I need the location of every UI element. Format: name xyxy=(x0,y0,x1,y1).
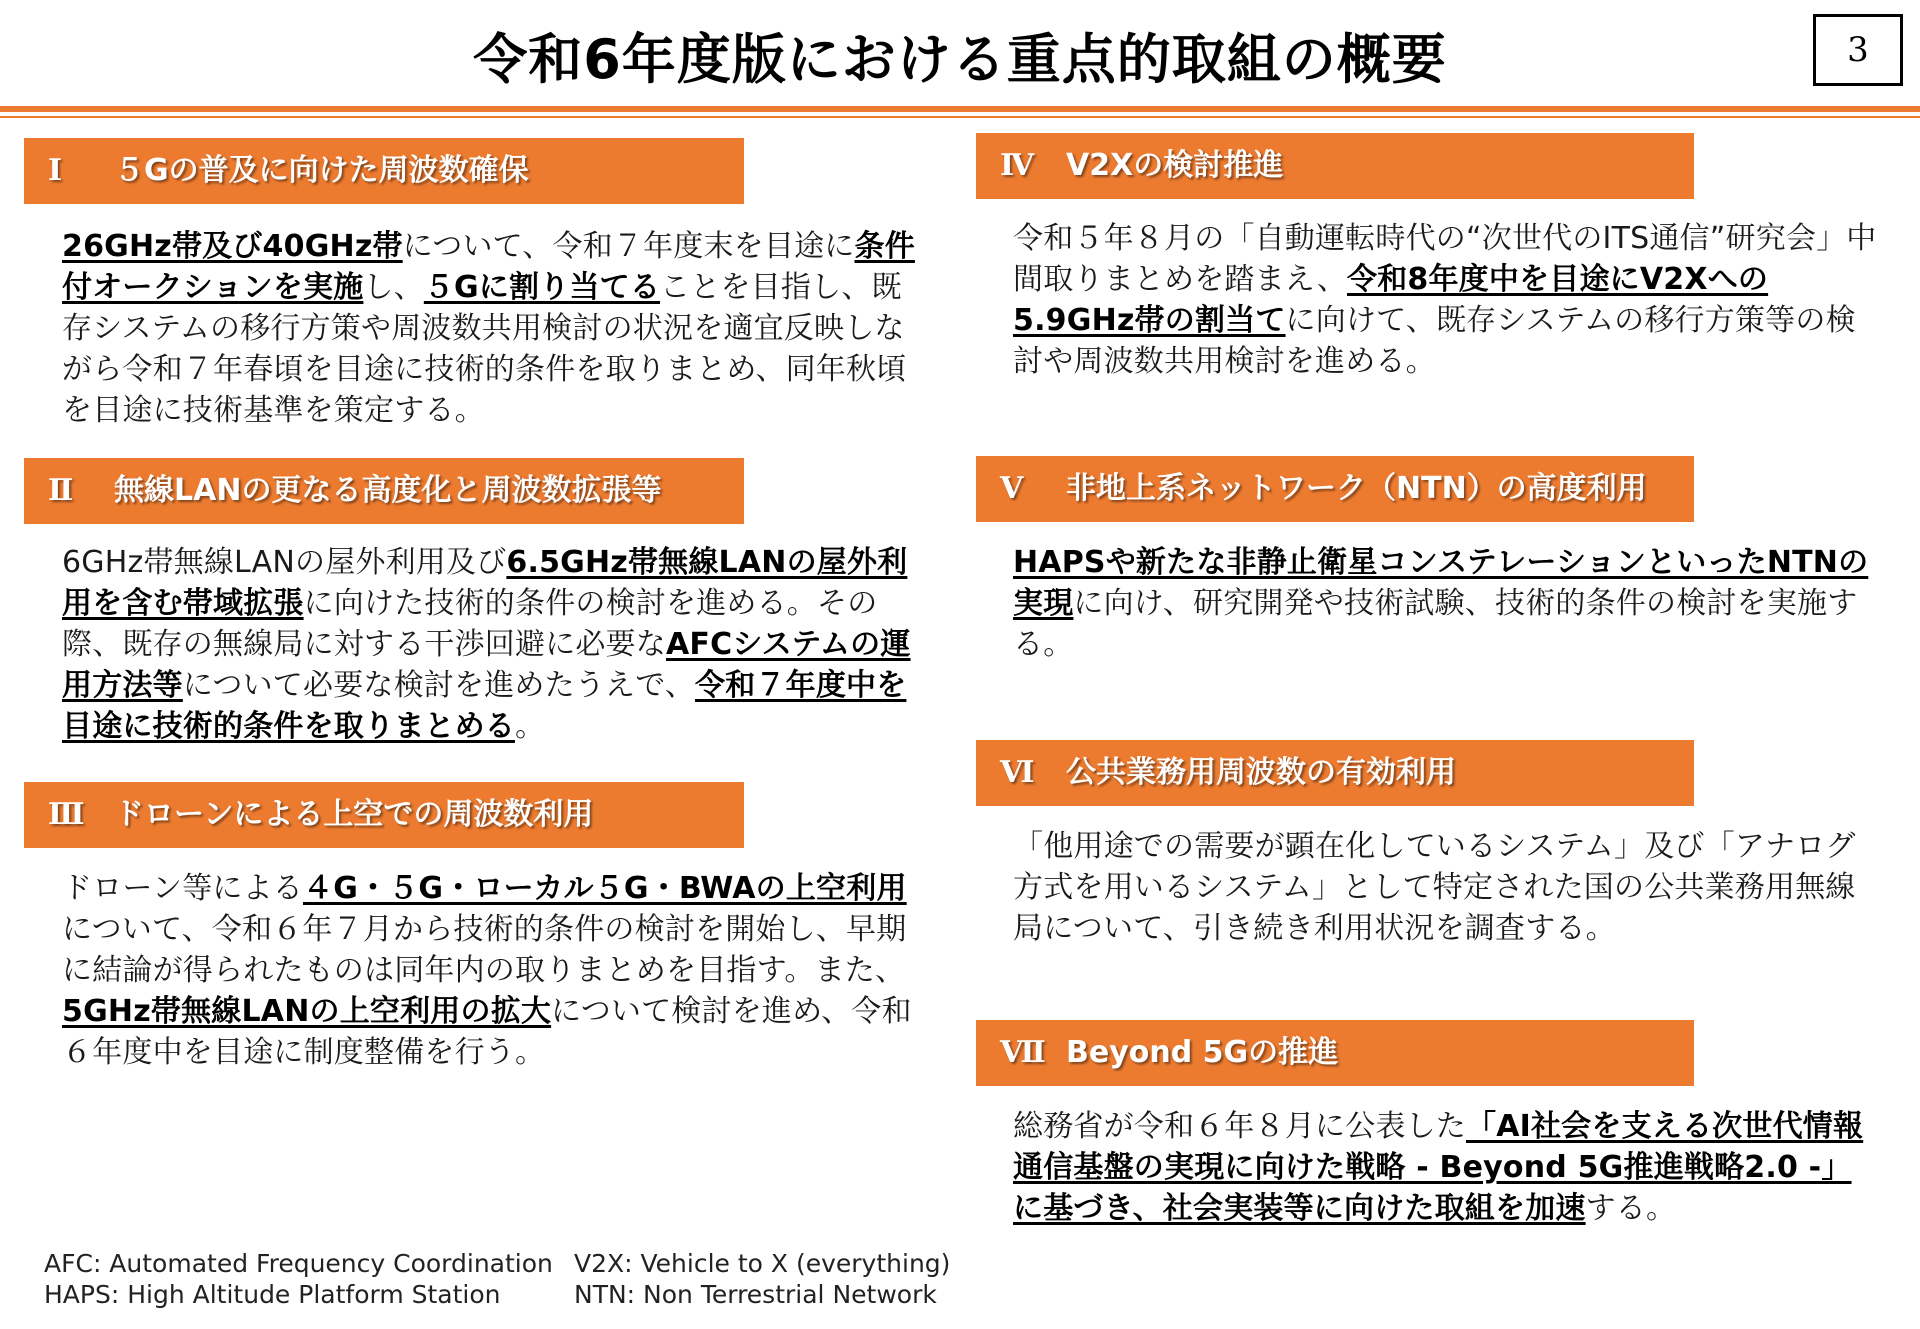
body-text: 総務省が令和６年８月に公表した xyxy=(1013,1109,1466,1144)
section-5-number: Ⅴ xyxy=(1000,471,1024,506)
section-7-header xyxy=(976,1020,1694,1086)
body-text: する。 xyxy=(1585,1191,1677,1226)
footnote-haps: HAPS: High Altitude Platform Station xyxy=(44,1280,501,1309)
title-divider xyxy=(0,106,1920,112)
body-text: について検討を進め、令和６年度中を目途に制度整備を行う。 xyxy=(62,994,912,1070)
section-3-body xyxy=(62,868,928,1073)
emphasis-text: ５Gに割り当てる xyxy=(423,270,661,305)
body-text: に向けた技術的条件の検討を進める。その際、既存の無線局に対する干渉回避に必要な xyxy=(62,586,878,662)
footnote-ntn: NTN: Non Terrestrial Network xyxy=(574,1280,937,1309)
emphasis-text: 令和７年度中を目途に技術的条件を取りまとめる xyxy=(62,668,907,744)
section-1-title: ５Gの普及に向けた周波数確保 xyxy=(114,153,529,188)
section-3-header xyxy=(24,782,744,848)
footnote-afc: AFC: Automated Frequency Coordination xyxy=(44,1249,553,1278)
section-4-number: Ⅳ xyxy=(1000,148,1035,183)
body-text: に向けて、既存システムの移行方策等の検討や周波数共用検討を進める。 xyxy=(1013,303,1856,379)
body-text: に向け、研究開発や技術試験、技術的条件の検討を実施する。 xyxy=(1013,586,1858,662)
section-2-header xyxy=(24,458,744,524)
section-3-title: ドローンによる上空での周波数利用 xyxy=(114,797,594,832)
emphasis-text: 26GHz帯及び40GHz帯 xyxy=(62,229,403,264)
body-text: ドローン等による xyxy=(62,871,303,906)
section-6-title: 公共業務用周波数の有効利用 xyxy=(1066,755,1456,790)
section-2-title: 無線LANの更なる高度化と周波数拡張等 xyxy=(114,473,662,508)
emphasis-text: 6.5GHz帯無線LANの屋外利用を含む帯域拡張 xyxy=(62,545,908,621)
title-divider-thin xyxy=(0,116,1920,118)
section-7-number: Ⅶ xyxy=(1000,1035,1046,1070)
emphasis-text: AFCシステムの運用方法等 xyxy=(62,627,911,703)
section-6-body xyxy=(1013,826,1879,949)
footnote-v2x: V2X: Vehicle to X (everything) xyxy=(574,1249,951,1278)
body-text: ことを目指し、既存システムの移行方策や周波数共用検討の状況を適宜反映しながら令和７年春頃を目途に技術的条件を取りまとめ、同年秋頃を目途に技術基準を策定する。 xyxy=(62,270,907,428)
body-text: について、令和６年７月から技術的条件の検討を開始し、早期に結論が得られたものは同年内の取りまとめを目指す。また、 xyxy=(62,912,907,988)
footnote-row xyxy=(44,1248,950,1279)
body-text: について必要な検討を進めたうえで、 xyxy=(182,668,696,703)
section-5-body xyxy=(1013,542,1879,665)
emphasis-text: HAPSや新たな非静止衛星コンステレーションといったNTNの実現 xyxy=(1013,545,1869,621)
page-title: 令和6年度版における重点的取組の概要 xyxy=(473,28,1447,91)
body-text: 。 xyxy=(515,709,546,744)
emphasis-text: 条件付オークションを実施 xyxy=(62,229,915,305)
section-3-number: Ⅲ xyxy=(48,797,85,832)
section-5-header xyxy=(976,456,1694,522)
footnote-row xyxy=(44,1279,950,1310)
emphasis-text: ４G・５G・ローカル５G・BWAの上空利用 xyxy=(303,871,907,906)
body-text: 令和５年８月の「自動運転時代の“次世代のITS通信”研究会」中間取りまとめを踏まえ、 xyxy=(1013,221,1877,297)
body-text: 「他用途での需要が顕在化しているシステム」及び「アナログ方式を用いるシステム」として特定された国の公共業務用無線局について、引き続き利用状況を調査する。 xyxy=(1013,829,1856,946)
section-7-body xyxy=(1013,1106,1879,1229)
section-2-number: Ⅱ xyxy=(48,473,74,508)
page-number: 3 xyxy=(1813,14,1903,86)
section-7-title: Beyond 5Gの推進 xyxy=(1066,1035,1339,1070)
emphasis-text: 5GHz帯無線LANの上空利用の拡大 xyxy=(62,994,552,1029)
body-text: し、 xyxy=(363,270,424,305)
abbreviation-footnotes xyxy=(44,1248,950,1310)
section-1-header xyxy=(24,138,744,204)
section-6-number: Ⅵ xyxy=(1000,755,1035,790)
section-1-body xyxy=(62,226,928,431)
section-4-title: V2Xの検討推進 xyxy=(1066,148,1284,183)
section-1-number: Ⅰ xyxy=(48,153,63,188)
section-2-body xyxy=(62,542,928,747)
emphasis-text: 「AI社会を支える次世代情報通信基盤の実現に向けた戦略 - Beyond 5G推進戦略2.0 -」に基づき、社会実装等に向けた取組を加速 xyxy=(1013,1109,1864,1226)
section-4-header xyxy=(976,133,1694,199)
section-6-header xyxy=(976,740,1694,806)
section-4-body xyxy=(1013,218,1879,382)
body-text: について、令和７年度末を目途に xyxy=(402,229,855,264)
body-text: 6GHz帯無線LANの屋外利用及び xyxy=(62,545,507,580)
emphasis-text: 令和8年度中を目途にV2Xへの5.9GHz帯の割当て xyxy=(1013,262,1769,338)
section-5-title: 非地上系ネットワーク（NTN）の高度利用 xyxy=(1066,471,1647,506)
